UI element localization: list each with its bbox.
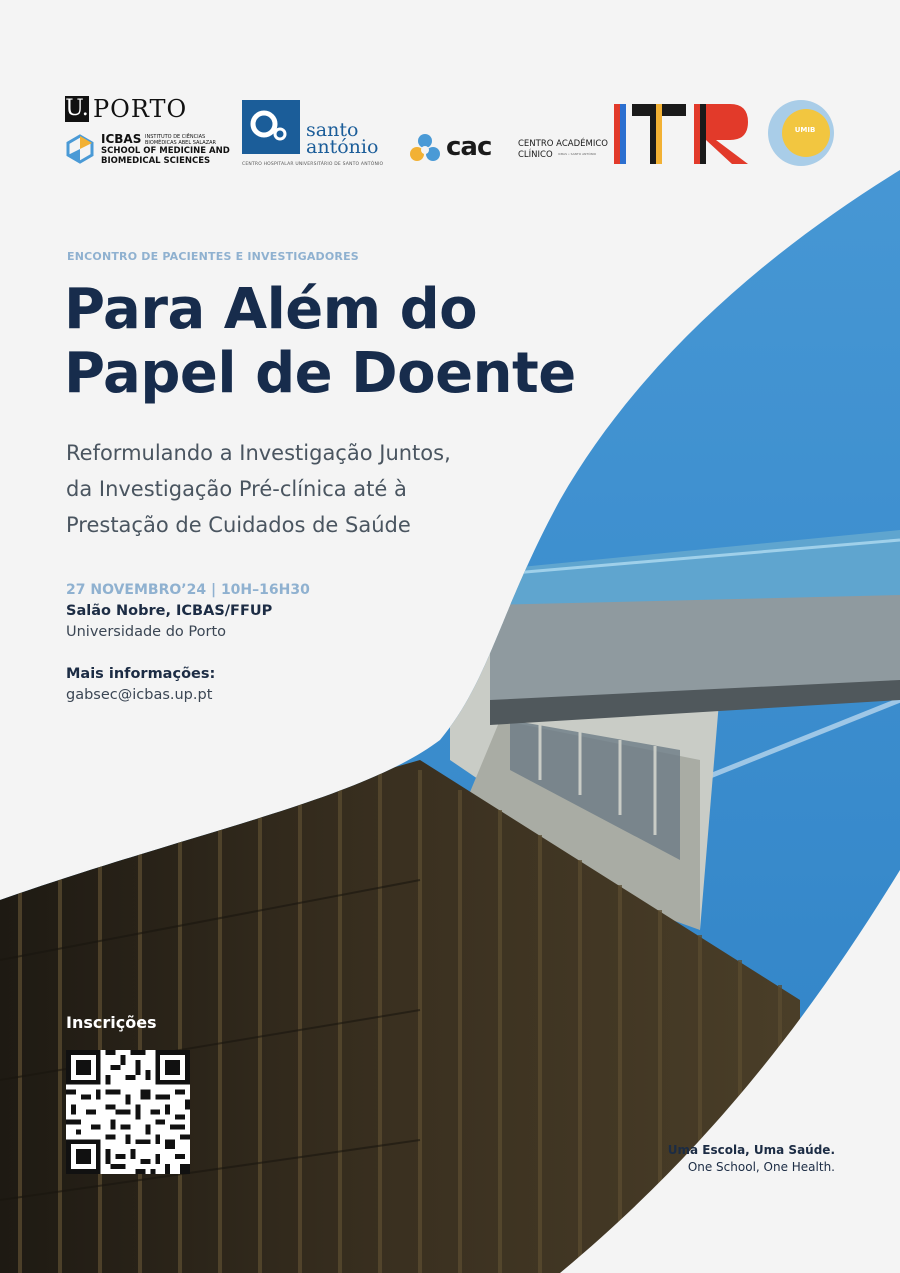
cac-word: cac bbox=[446, 132, 492, 162]
slogan-portuguese: Uma Escola, Uma Saúde. bbox=[667, 1143, 835, 1157]
cac-icon bbox=[408, 132, 442, 164]
event-title bbox=[64, 278, 584, 406]
event-subtitle bbox=[66, 435, 536, 543]
itr-logo bbox=[612, 100, 752, 168]
subtitle-line-1: Reformulando a Investigação Juntos, bbox=[66, 441, 451, 465]
santo-antonio-subtitle: CENTRO HOSPITALAR UNIVERSITÁRIO DE SANTO ANTÓNIO bbox=[242, 162, 384, 167]
event-date: 27 NOVEMBRO’24 | 10H–16H30 bbox=[66, 582, 310, 598]
santo-antonio-mark bbox=[242, 100, 300, 154]
icbas-school: SCHOOL OF MEDICINE AND BIOMEDICAL SCIENCES bbox=[101, 146, 230, 166]
icbas-name: ICBAS bbox=[101, 132, 142, 146]
subtitle-line-3: Prestação de Cuidados de Saúde bbox=[66, 513, 411, 537]
cac-line2: CLÍNICO bbox=[518, 150, 553, 160]
contact-email-link[interactable]: gabsec@icbas.up.pt bbox=[66, 687, 213, 703]
antonio-word: antónio bbox=[306, 136, 379, 158]
santo-antonio-logo bbox=[242, 100, 402, 170]
registration-qr-code[interactable] bbox=[66, 1050, 190, 1174]
uporto-mark: U. bbox=[65, 96, 89, 121]
cac-line3: ICBAS • SANTO ANTÓNIO bbox=[558, 152, 597, 156]
event-eyebrow: ENCONTRO DE PACIENTES E INVESTIGADORES bbox=[67, 250, 359, 263]
icbas-icon bbox=[65, 134, 95, 164]
event-venue: Salão Nobre, ICBAS/FFUP bbox=[66, 603, 273, 619]
title-line-1: Para Além do bbox=[64, 277, 478, 342]
santo-antonio-word bbox=[306, 119, 379, 158]
umib-logo bbox=[768, 100, 834, 166]
icbas-institute: INSTITUTO DE CIÊNCIAS BIOMÉDICAS ABEL SALAZAR bbox=[145, 134, 217, 146]
umib-word: UMIB bbox=[794, 126, 816, 134]
subtitle-line-2: da Investigação Pré-clínica até à bbox=[66, 477, 407, 501]
cac-line1: CENTRO ACADÉMICO bbox=[518, 139, 608, 149]
registration-label: Inscrições bbox=[66, 1013, 157, 1032]
title-line-2: Papel de Doente bbox=[64, 341, 576, 406]
rings-icon bbox=[242, 100, 300, 154]
more-info-label: Mais informações: bbox=[66, 666, 216, 682]
uporto-word: PORTO bbox=[93, 95, 188, 123]
event-university: Universidade do Porto bbox=[66, 624, 227, 640]
santo-word: santo bbox=[306, 119, 359, 141]
partner-logos bbox=[0, 90, 900, 180]
slogan-english: One School, One Health. bbox=[687, 1160, 835, 1174]
cac-logo bbox=[408, 132, 608, 172]
uporto-logo bbox=[65, 96, 235, 166]
